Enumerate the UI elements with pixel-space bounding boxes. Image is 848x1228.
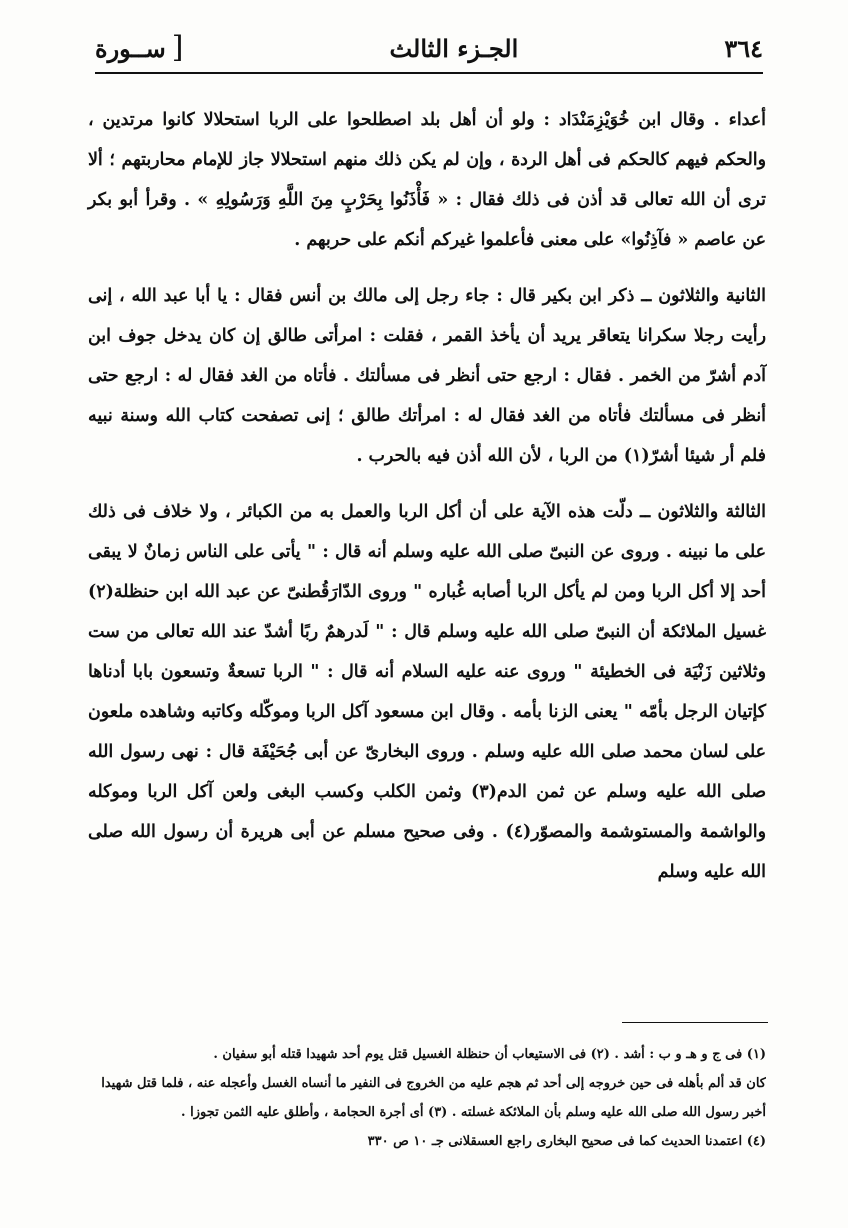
main-text xyxy=(88,100,766,892)
footnote-line-2: كان قد ألم بأهله فى حين خروجه إلى أحد ثم هجم عليه من الخروج فى النفير ما أنساه الغسل وأعجله عنه ، فلما قتل شهيدا xyxy=(101,1076,766,1091)
page-header xyxy=(95,28,763,68)
paragraph-1: أعداء . وقال ابن خُوَيْزِمَنْدَاد : ولو أن أهل بلد اصطلحوا على الربا استحلالا كانوا مرتدين ، والحكم فيهم كالحكم فى أهل الردة ، وإن لم يكن ذلك منهم استحلالا جاز للإمام محاربتهم ؛ ألا ترى أن الله تعالى قد أذن فى ذلك فقال : « فَأْذَنُوا بِحَرْبٍ مِنَ اللَّهِ وَرَسُولِهِ » . وقرأ أبو بكر عن عاصم « فآذِنُوا» على معنى فأعلموا غيركم أنكم على حربهم . xyxy=(88,110,766,250)
footnote-line-4: (٤) اعتمدنا الحديث كما فى صحيح البخارى راجع العسقلانى جـ ١٠ ص ٣٣٠ xyxy=(367,1134,766,1149)
page-number: ٣٦٤ xyxy=(724,33,763,63)
footnote-line-3: أخبر رسول الله صلى الله عليه وسلم بأن الملائكة غسلته . (٣) أى أجرة الحجامة ، وأطلق عليه الثمن تجوزا . xyxy=(181,1105,766,1120)
sura-heading xyxy=(95,30,184,65)
footnote-rule xyxy=(622,1022,768,1023)
footnote-line-1: (١) فى ج و هـ و ب : أشد . (٢) فى الاستيعاب أن حنظلة الغسيل قتل يوم أحد شهيدا قتله أبو سفيان . xyxy=(213,1047,766,1062)
paragraph-3: الثالثة والثلاثون ــ دلّت هذه الآية على أن أكل الربا والعمل به من الكبائر ، ولا خلاف فى ذلك على ما نبينه . وروى عن النبىّ صلى الله عليه وسلم أنه قال : " يأتى على الناس زمانٌ لا يبقى أحد إلا أكل الربا ومن لم يأكل الربا أصابه غُباره " وروى الدّارَقُطنىّ عن عبد الله ابن حنظلة(٢) غسيل الملائكة أن النبىّ صلى الله عليه وسلم قال : " لَدرهمٌ ربًا أشدّ عند الله تعالى من ست وثلاثين زَنْيَة فى الخطيئة " وروى عنه عليه السلام أنه قال : " الربا تسعةٌ وتسعون بابا أدناها كإتيان الرجل بأمّه " يعنى الزنا بأمه . وقال ابن مسعود آكل الربا وموكّله وكاتبه وشاهده ملعون على لسان محمد صلى الله عليه وسلم . وروى البخارىّ عن أبى جُحَيْفَة قال : نهى رسول الله صلى الله عليه وسلم عن ثمن الدم(٣) وثمن الكلب وكسب البغى ولعن آكل الربا وموكله والواشمة والمستوشمة والمصوّر(٤) . وفى صحيح مسلم عن أبى هريرة أن رسول الله صلى الله عليه وسلم xyxy=(88,502,766,882)
part-title: الجـزء الثالث xyxy=(389,33,519,63)
header-rule xyxy=(95,72,763,74)
footnotes xyxy=(90,1040,766,1156)
sura-bracket: [ xyxy=(171,30,184,65)
paragraph-2: الثانية والثلاثون ــ ذكر ابن بكير قال : جاء رجل إلى مالك بن أنس فقال : يا أبا عبد الله ، إنى رأيت رجلا سكرانا يتعاقر يريد أن يأخذ القمر ، فقلت : امرأتى طالق إن كان يدخل جوف ابن آدم أشرّ من الخمر . فقال : ارجع حتى أنظر فى مسألتك . فأتاه من الغد فقال له : ارجع حتى أنظر فى مسألتك فأتاه من الغد فقال له : امرأتك طالق ؛ إنى تصفحت كتاب الله وسنة نبيه فلم أر شيئا أشرّ(١) من الربا ، لأن الله أذن فيه بالحرب . xyxy=(88,286,766,466)
sura-label: ســورة xyxy=(95,33,166,63)
